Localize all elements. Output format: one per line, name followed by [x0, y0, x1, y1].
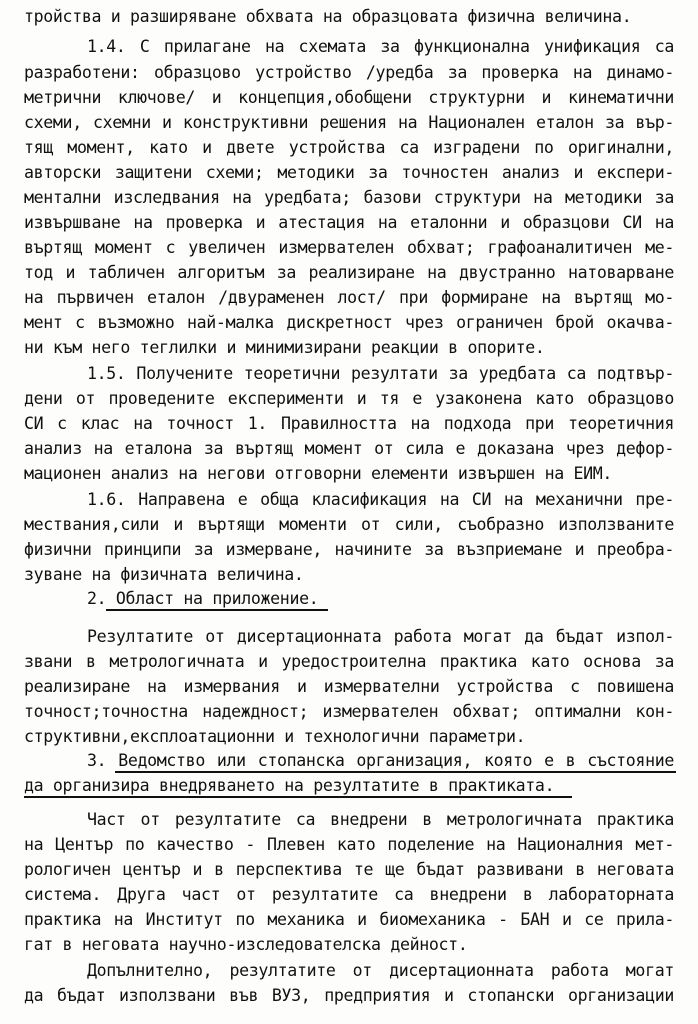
- text-line: звани в метрологичната и уредостроителна практика като основа за: [24, 652, 674, 671]
- text-line: тод и табличен алгоритъм за реализиране на двустранно натоварване: [24, 263, 674, 282]
- paragraph-1-6-first-line: 1.6. Направена е обща класификация на СИ на механични пре-: [87, 490, 674, 509]
- text-line: гат в неговата научно-изследователска дейност.: [24, 935, 468, 954]
- text-line: зуване на физичната величина.: [24, 565, 304, 584]
- text-line: авторски защитени схеми; методики за точностен анализ и експери-: [24, 163, 674, 182]
- text-line: СИ с клас на точност 1. Правилността на подхода при теоретичния: [24, 414, 674, 433]
- text-line: извършване на проверка и атестация на еталонни и образцови СИ на: [24, 213, 674, 232]
- section-2-heading: 2. Област на приложение.: [87, 589, 319, 608]
- section-3-heading-underline-1: [115, 771, 676, 773]
- text-line: тящ момент, като и двете устройства са изградени по оригинални,: [24, 138, 674, 157]
- text-line: да бъдат използвани във ВУЗ, предприятия и стопански организации: [24, 986, 674, 1005]
- section-3-paragraph-first-line: Част от резултатите са внедрени в метрологичната практика: [87, 810, 674, 829]
- text-line: метрични ключове/ и концепция,обобщени структурни и кинематични: [24, 88, 674, 107]
- text-line: практика на Институт по механика и биомеханика - БАН и се прила-: [24, 910, 674, 929]
- section-2-heading-underline: [106, 609, 328, 611]
- text-line: реализиране на измервания и измервателни устройства с повишена: [24, 677, 674, 696]
- text-line: анализ на еталона за въртящ момент от сила е доказана чрез дефор-: [24, 439, 674, 458]
- paragraph-1-5-first-line: 1.5. Получените теоретични резултати за уредбата са подтвър-: [87, 364, 674, 383]
- section-3-heading-line-1: 3. Ведомство или стопанска организация, която е в състояние: [87, 751, 674, 770]
- paragraph-1-4-first-line: 1.4. С прилагане на схемата за функционална унификация са: [87, 37, 674, 56]
- closing-paragraph-first-line: Допълнително, резултатите от дисертационната работа могат: [87, 961, 674, 980]
- text-line: на първичен еталон /двураменен лост/ при формиране на въртящ мо-: [24, 288, 674, 307]
- text-line: ментални изследвания на уредбата; базови структури на методики за: [24, 188, 674, 207]
- text-line: въртящ момент с увеличен измервателен обхват; графоаналитичен ме-: [24, 238, 674, 257]
- text-line: мационен анализ на негови отговорни елементи извършен на ЕИМ.: [24, 464, 613, 483]
- text-line: точност;точностна надеждност; измервателен обхват; оптимални кон-: [24, 702, 674, 721]
- text-line: физични принципи за измерване, начините за възприемане и преобра-: [24, 540, 674, 559]
- text-line: дени от проведените експерименти и тя е узаконена като образцово: [24, 389, 674, 408]
- text-line: мент с възможно най-малка дискретност чрез ограничен брой окачва-: [24, 313, 674, 332]
- section-3-heading-underline-2: [24, 796, 572, 798]
- text-line: на Център по качество - Плевен като поделение на Националния мет-: [24, 835, 674, 854]
- section-3-heading-line-2: да организира внедряването на резултатите в практиката.: [24, 776, 555, 795]
- text-line: система. Друга част от резултатите са внедрени в лабораторната: [24, 885, 674, 904]
- text-line: рологичен център и в перспектива те ще бъдат развивани в неговата: [24, 860, 674, 879]
- text-line: мествания,сили и въртящи моменти от сили, съобразно използваните: [24, 515, 674, 534]
- text-line: тройства и разширяване обхвата на образцовата физична величина.: [24, 7, 632, 26]
- section-2-paragraph-first-line: Резултатите от дисертационната работа могат да бъдат изпол-: [87, 627, 674, 646]
- text-line: ни към него теглилки и минимизирани реакции в опорите.: [24, 338, 545, 357]
- text-line: разработени: образцово устройство /уредба за проверка на динамо-: [24, 63, 674, 82]
- text-line: структивни,експлоатационни и технологични параметри.: [24, 727, 526, 746]
- text-line: схеми, схемни и конструктивни решения на Национален еталон за вър-: [24, 113, 674, 132]
